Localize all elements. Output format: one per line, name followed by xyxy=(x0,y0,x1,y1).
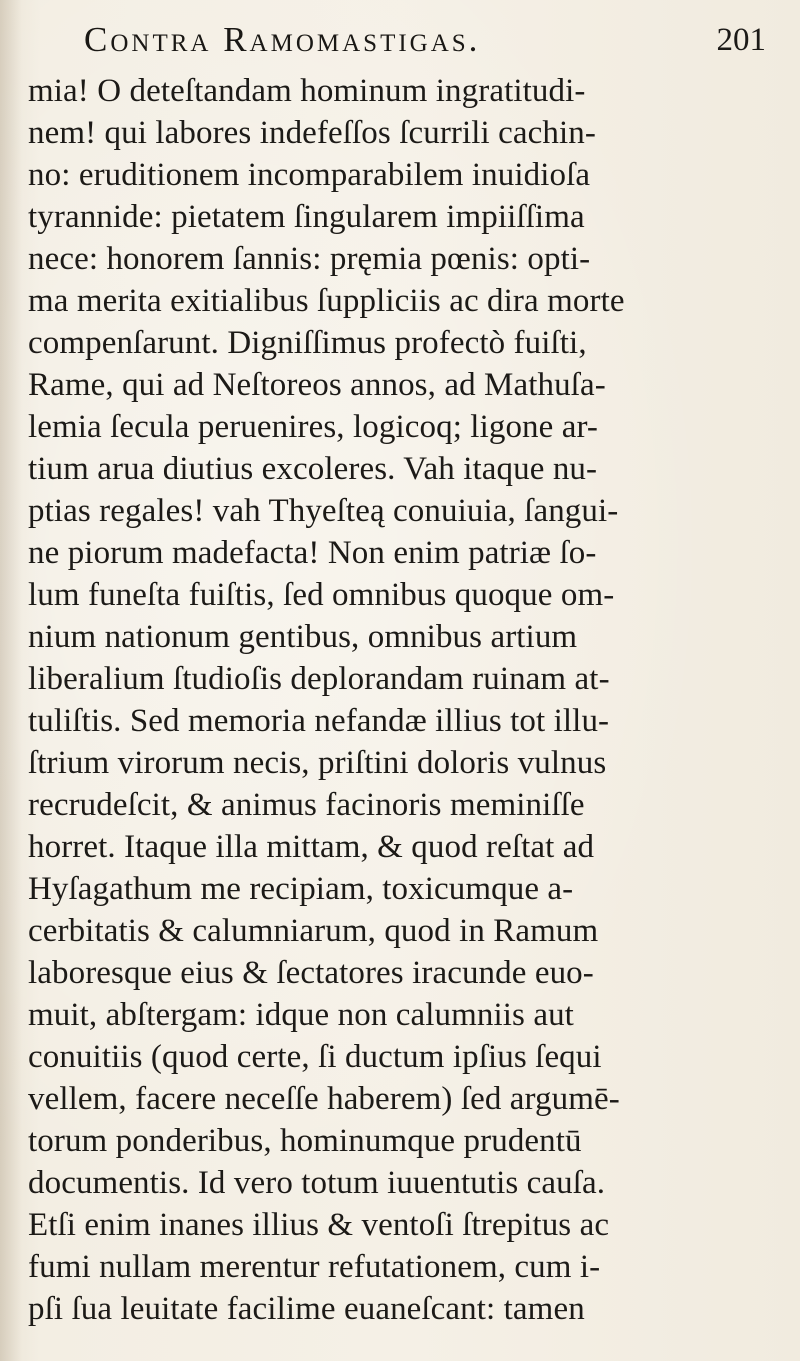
text-line: tuliſtis. Sed memoria nefandæ illius tot illu- xyxy=(28,703,610,739)
text-line: nece: honorem ſannis: pręmia pœnis: opti- xyxy=(28,241,591,277)
text-line: Rame, qui ad Neſtoreos annos, ad Mathuſa- xyxy=(28,367,606,403)
text-line: laboresque eius & ſectatores iracunde euo- xyxy=(28,955,594,991)
text-line: pſi ſua leuitate facilime euaneſcant: tamen xyxy=(28,1291,585,1327)
text-line: no: eruditionem incomparabilem inuidioſa xyxy=(28,157,591,193)
text-line: Etſi enim inanes illius & ventoſi ſtrepitus ac xyxy=(28,1207,610,1243)
text-line: lum funeſta fuiſtis, ſed omnibus quoque om- xyxy=(28,577,615,613)
text-line: ſtrium virorum necis, priſtini doloris vulnus xyxy=(28,745,607,781)
text-line: ma merita exitialibus ſuppliciis ac dira morte xyxy=(28,283,625,319)
text-line: lemia ſecula peruenires, logicoq; ligone ar- xyxy=(28,409,599,445)
text-line: Hyſagathum me recipiam, toxicumque a- xyxy=(28,871,574,907)
body-text xyxy=(28,70,788,1330)
text-line: nium nationum gentibus, omnibus artium xyxy=(28,619,578,655)
text-line: torum ponderibus, hominumque prudentū xyxy=(28,1123,582,1159)
text-line: liberalium ſtudioſis deplorandam ruinam at- xyxy=(28,661,610,697)
text-line: ptias regales! vah Thyeſteą conuiuia, ſangui- xyxy=(28,493,619,529)
text-line: recrudeſcit, & animus facinoris meminiſſe xyxy=(28,787,585,823)
text-line: horret. Itaque illa mittam, & quod reſtat ad xyxy=(28,829,595,865)
text-line: cerbitatis & calumniarum, quod in Ramum xyxy=(28,913,599,949)
text-line: mia! O deteſtandam hominum ingratitudi- xyxy=(28,73,586,109)
binding-shadow xyxy=(0,0,22,1361)
text-line: ne piorum madefacta! Non enim patriæ ſo- xyxy=(28,535,597,571)
text-line: fumi nullam merentur refutationem, cum i- xyxy=(28,1249,601,1285)
text-line: tyrannide: pietatem ſingularem impiiſſima xyxy=(28,199,585,235)
text-line: conuitiis (quod certe, ſi ductum ipſius ſequi xyxy=(28,1039,602,1075)
text-line: nem! qui labores indefeſſos ſcurrili cachin- xyxy=(28,115,596,151)
page-number: 201 xyxy=(716,22,766,58)
text-line: muit, abſtergam: idque non calumniis aut xyxy=(28,997,574,1033)
text-line: tium arua diutius excoleres. Vah itaque nu- xyxy=(28,451,598,487)
text-line: vellem, facere neceſſe haberem) ſed argumē- xyxy=(28,1081,620,1117)
text-line: compenſarunt. Digniſſimus profectò fuiſti, xyxy=(28,325,587,361)
running-head: Contra Ramomastigas. xyxy=(84,20,481,59)
text-line: documentis. Id vero totum iuuentutis cauſa. xyxy=(28,1165,606,1201)
